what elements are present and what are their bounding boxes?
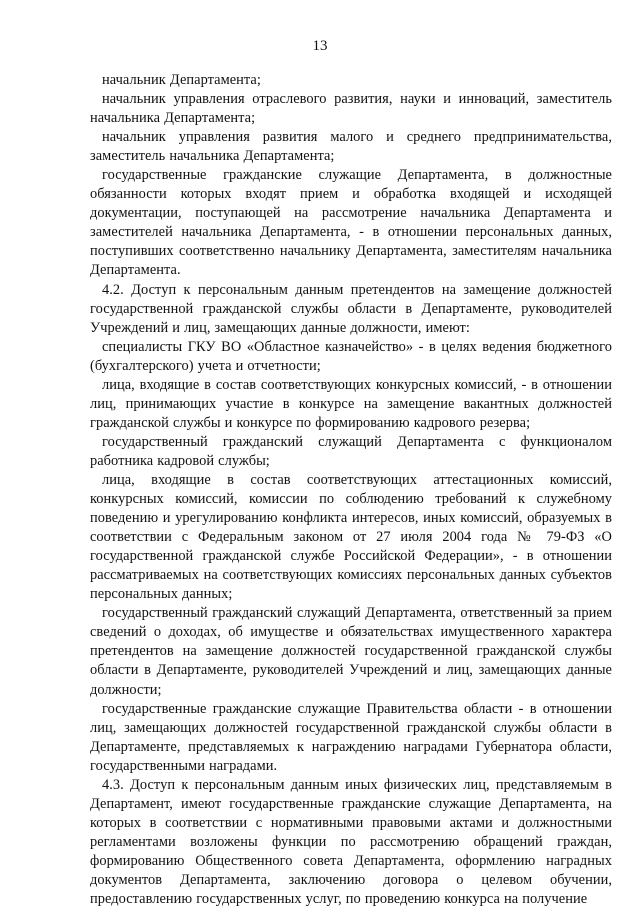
paragraph: государственный гражданский служащий Департамента с функционалом работника кадровой службы;: [90, 433, 612, 469]
section-paragraph-4-2: 4.2. Доступ к персональным данным претендентов на замещение должностей государственной гражданской службы области в Департаменте, руководителей Учреждений и лиц, замещающих данные должности, имеют:: [90, 281, 612, 336]
paragraph: начальник управления отраслевого развития, науки и инноваций, заместитель начальника Департамента;: [90, 91, 612, 127]
paragraph: начальник управления развития малого и среднего предпринимательства, заместитель начальника Департамента;: [90, 129, 612, 165]
page-number: 13: [312, 38, 328, 54]
document-body: [90, 71, 612, 909]
paragraph: специалисты ГКУ ВО «Областное казначейство» - в целях ведения бюджетного (бухгалтерского) учета и отчетности;: [90, 338, 612, 374]
paragraph: государственный гражданский служащий Департамента, ответственный за прием сведений о доходах, об имуществе и обязательствах имущественного характера претендентов на замещение должностей государственной гражданской службы области в Департаменте, руководителей Учреждений и лиц, замещающих данные должности;: [90, 605, 612, 698]
paragraph: лица, входящие в состав соответствующих конкурсных комиссий, - в отношении лиц, принимающих участие в конкурсе на замещение вакантных должностей гражданской службы и конкурсе по формированию кадрового резерва;: [90, 376, 612, 431]
paragraph: лица, входящие в состав соответствующих аттестационных комиссий, конкурсных комиссий, комиссии по соблюдению требований к служебному поведению и урегулированию конфликта интересов, иных комиссий, образуемых в соответствии с Федеральным законом от 27 июля 2004 года № 79-ФЗ «О государственной гражданской службе Российской Федерации», - в отношении рассматриваемых на соответствующих комиссиях персональных данных субъектов персональных данных;: [90, 471, 612, 603]
paragraph: государственные гражданские служащие Департамента, в должностные обязанности которых входят прием и обработка входящей и исходящей документации, поступающей на рассмотрение начальника Департамента и заместителей начальника Департамента, - в отношении персональных данных, поступивших соответственно начальнику Департамента, заместителям начальника Департамента.: [90, 167, 612, 279]
paragraph: начальник Департамента;: [102, 72, 261, 88]
section-paragraph-4-3: 4.3. Доступ к персональным данным иных физических лиц, представляемым в Департамент, имеют государственные гражданские служащие Департамента, на которых в соответствии с нормативными правовыми актами и должностными регламентами возложены функции по рассмотрению обращений граждан, формированию Общественного совета Департамента, оформлению наградных документов Департамента, заключению договора о целевом обучении, предоставлению государственных услуг, по проведению конкурса на получение: [90, 776, 612, 908]
paragraph: государственные гражданские служащие Правительства области - в отношении лиц, замещающих должностей государственной гражданской службы области в Департаменте, представляемых к награждению наградами Губернатора области, государственными наградами.: [90, 700, 612, 774]
